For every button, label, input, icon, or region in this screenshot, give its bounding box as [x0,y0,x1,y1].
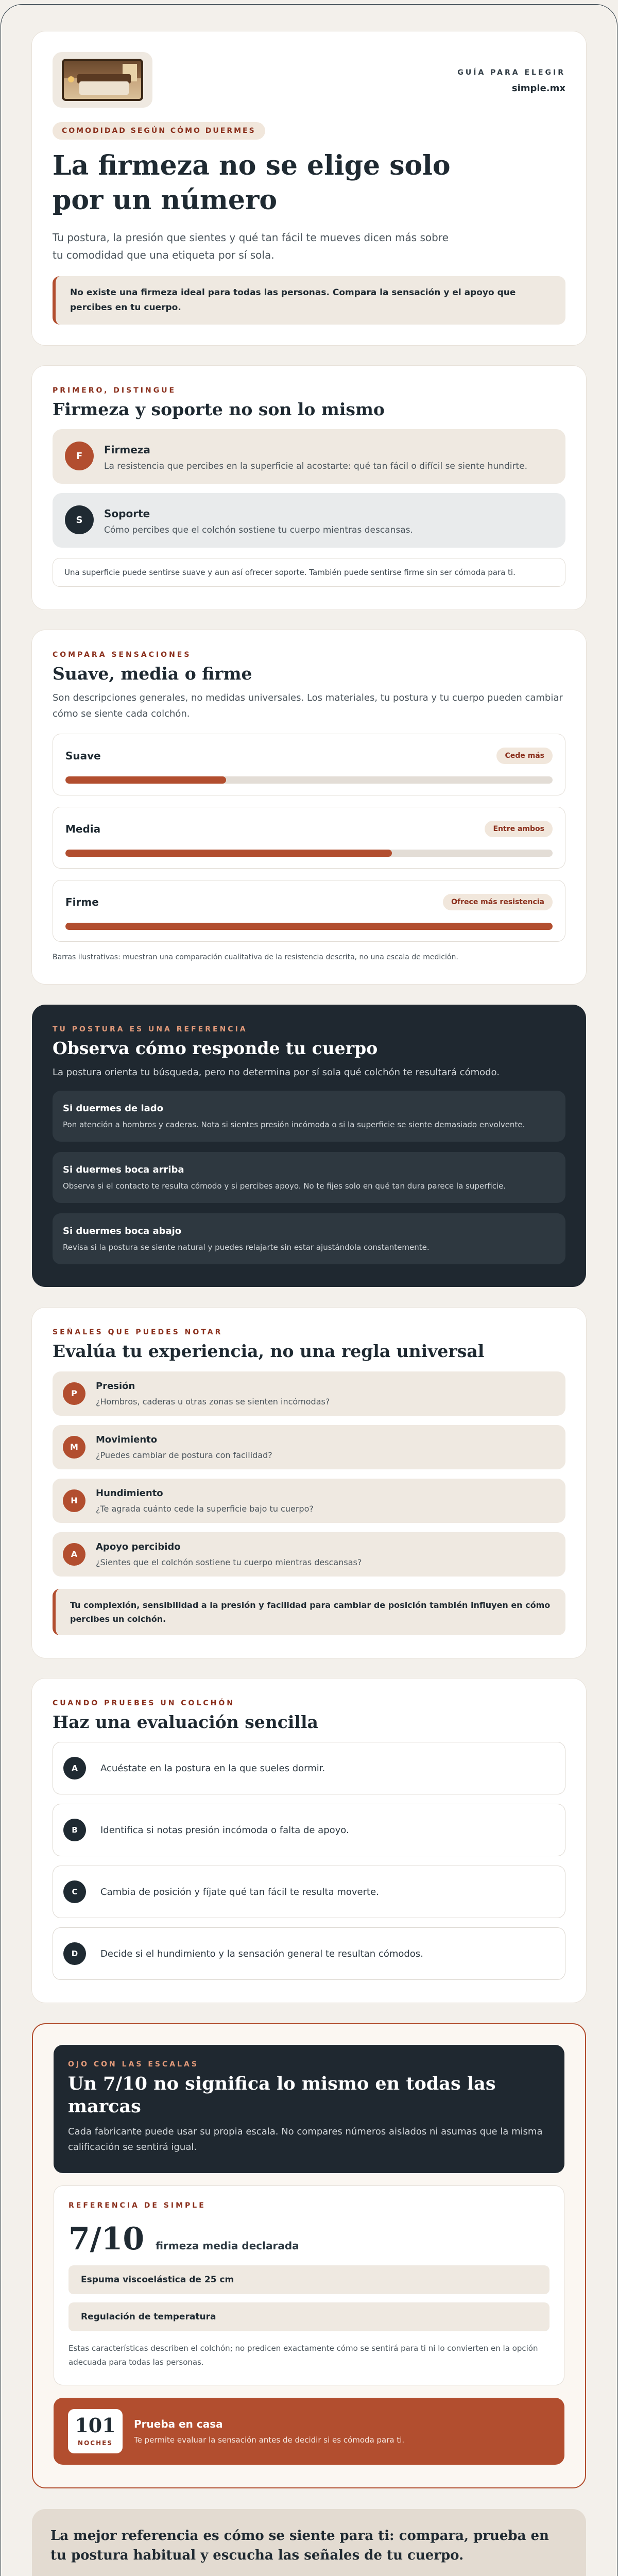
signal-title: Movimiento [96,1434,158,1445]
signals-card [32,1308,586,1658]
trial-nights-unit: NOCHES [78,2439,113,2447]
step-badge: C [63,1880,86,1903]
bar-fill [65,776,226,784]
posture-desc: Revisa si la postura se siente natural y puedes relajarte sin estar ajustándola constantemente. [63,1243,430,1252]
signal-badge: M [63,1436,85,1459]
posture-card [32,1005,586,1287]
signal-badge: A [63,1543,85,1566]
posture-item-back [53,1152,565,1203]
bar-fill [65,850,392,857]
signal-badge: H [63,1489,85,1512]
trial-desc: Te permite evaluar la sensación antes de decidir si es cómoda para ti. [134,2435,405,2445]
firmness-support-card [32,366,586,609]
bar-label: Firme [65,895,99,908]
firmness-bar-firm [53,880,565,942]
section-eyebrow: PRIMERO, DISTINGUE [53,386,177,395]
signal-title: Apoyo percibido [96,1541,181,1552]
section-title: Evalúa tu experiencia, no una regla universal [53,1341,485,1362]
support-item [53,493,565,548]
site-name: simple.mx [511,83,565,94]
bar-track [65,850,553,857]
firmness-desc: La resistencia que percibes en la superficie al acostarte: qué tan fácil o difícil se siente hundirte. [104,461,527,472]
section-title: Haz una evaluación sencilla [53,1712,318,1733]
step-text: Cambia de posición y fíjate qué tan fácil te resulta moverte. [100,1886,379,1897]
bar-label: Suave [65,749,101,762]
bar-track [65,923,553,930]
guide-label: GUÍA PARA ELEGIR [457,69,565,77]
bedroom-thumbnail [53,52,152,108]
step-badge: B [63,1819,86,1841]
home-trial-banner [54,2398,564,2465]
posture-title: Si duermes boca arriba [63,1164,184,1176]
bar-tag: Entre ambos [485,821,553,837]
bar-fill [65,923,553,930]
posture-desc: Observa si el contacto te resulta cómodo y si percibes apoyo. No te fijes solo en qué tan dura parece la superficie. [63,1181,506,1191]
step-item [53,1742,565,1794]
section-title: Observa cómo responde tu cuerpo [53,1038,378,1058]
hero-card [32,31,586,345]
step-item [53,1927,565,1980]
signal-item-movement [53,1425,565,1469]
step-item [53,1804,565,1856]
step-badge: D [63,1942,86,1965]
firmness-badge: F [65,442,94,470]
section-eyebrow: SEÑALES QUE PUEDES NOTAR [53,1328,223,1337]
signal-desc: ¿Hombros, caderas u otras zonas se sienten incómodas? [96,1396,330,1406]
support-badge: S [65,505,94,534]
bar-tag: Ofrece más resistencia [443,894,553,910]
signal-desc: ¿Sientes que el colchón sostiene tu cuerpo mientras descansas? [96,1557,362,1567]
section-title: Firmeza y soporte no son lo mismo [53,399,385,419]
signal-desc: ¿Puedes cambiar de postura con facilidad? [96,1450,272,1460]
simple-reference [54,2185,564,2385]
posture-title: Si duermes de lado [63,1103,164,1114]
signal-title: Presión [96,1380,135,1392]
signal-desc: ¿Te agrada cuánto cede la superficie bajo tu cuerpo? [96,1503,314,1514]
hero-lead: Tu postura, la presión que sientes y qué tan fácil te mueves dicen más sobre tu comodidad que una etiqueta por sí sola. [53,231,449,262]
bar-label: Media [65,822,101,835]
signal-item-support [53,1532,565,1577]
conclusion-card [32,2509,586,2576]
signal-item-pressure [53,1371,565,1416]
sensations-card [32,630,586,984]
reference-footnote: Estas características describen el colchón; no predicen exactamente cómo se sentirá para ti ni lo convierten en la opción adecuada para todas las personas. [68,2343,538,2367]
section-intro: La postura orienta tu búsqueda, pero no determina por sí sola qué colchón te resultará cómodo. [53,1066,500,1078]
section-intro: Cada fabricante puede usar su propia escala. No compares números aislados ni asumas que la misma calificación se sentirá igual. [68,2126,543,2153]
firmness-rating-label: firmeza media declarada [156,2239,299,2252]
section-eyebrow: OJO CON LAS ESCALAS [68,2060,199,2069]
page-title: La firmeza no se elige solo por un número [53,150,451,216]
step-text: Acuéstate en la postura en la que sueles dormir. [100,1762,325,1774]
topic-pill: COMODIDAD SEGÚN CÓMO DUERMES [53,122,265,140]
firmness-bar-medium [53,807,565,869]
section-eyebrow: TU POSTURA ES UNA REFERENCIA [53,1025,248,1033]
step-item [53,1866,565,1918]
distinguish-note: Una superficie puede sentirse suave y aun así ofrecer soporte. También puede sentirse firme sin ser cómoda para ti. [53,558,565,587]
trial-nights-box [68,2409,123,2453]
bars-footnote: Barras ilustrativas: muestran una comparación cualitativa de la resistencia descrita, no una escala de medición. [53,953,458,961]
signals-note: Tu complexión, sensibilidad a la presión y facilidad para cambiar de posición también influyen en cómo percibes un colchón. [53,1589,565,1635]
posture-item-stomach [53,1213,565,1264]
firmness-rating: 7/10 [68,2221,145,2257]
trial-nights-number: 101 [75,2413,116,2437]
spec-temperature: Regulación de temperatura [68,2302,550,2331]
support-desc: Cómo percibes que el colchón sostiene tu cuerpo mientras descansas. [104,525,413,536]
support-title: Soporte [104,507,150,520]
section-eyebrow: COMPARA SENSACIONES [53,651,192,659]
bar-tag: Cede más [496,748,553,764]
step-text: Decide si el hundimiento y la sensación general te resultan cómodos. [100,1948,423,1959]
scales-card [32,2023,586,2488]
section-intro: Son descripciones generales, no medidas universales. Los materiales, tu postura y tu cuerpo pueden cambiar cómo se siente cada colchón. [53,692,563,719]
firmness-title: Firmeza [104,444,150,456]
hero-note: No existe una firmeza ideal para todas las personas. Compara la sensación y el apoyo que percibes en tu cuerpo. [53,276,565,325]
posture-item-side [53,1091,565,1142]
bar-track [65,776,553,784]
reference-eyebrow: REFERENCIA DE SIMPLE [68,2201,206,2210]
signal-item-sinking [53,1479,565,1523]
section-title: Un 7/10 no significa lo mismo en todas las marcas [68,2073,496,2117]
signal-badge: P [63,1382,85,1405]
bedroom-image [62,59,143,101]
spec-foam: Espuma viscoelástica de 25 cm [68,2265,550,2294]
signal-title: Hundimiento [96,1487,163,1499]
page-container [1,4,617,2576]
step-badge: A [63,1757,86,1780]
firmness-bar-soft [53,734,565,795]
trial-title: Prueba en casa [134,2417,223,2430]
test-steps-card [32,1679,586,2003]
posture-desc: Pon atención a hombros y caderas. Nota si sientes presión incómoda o si la superficie se siente demasiado envolvente. [63,1120,525,1130]
section-title: Suave, media o firme [53,664,252,684]
section-eyebrow: CUANDO PRUEBES UN COLCHÓN [53,1699,235,1708]
posture-title: Si duermes boca abajo [63,1226,182,1237]
step-text: Identifica si notas presión incómoda o falta de apoyo. [100,1824,349,1836]
scales-warning [54,2045,564,2173]
firmness-item [53,429,565,484]
conclusion-title: La mejor referencia es cómo se siente para ti: compara, prueba en tu postura habitual y escucha las señales de tu cuerpo. [50,2528,549,2563]
